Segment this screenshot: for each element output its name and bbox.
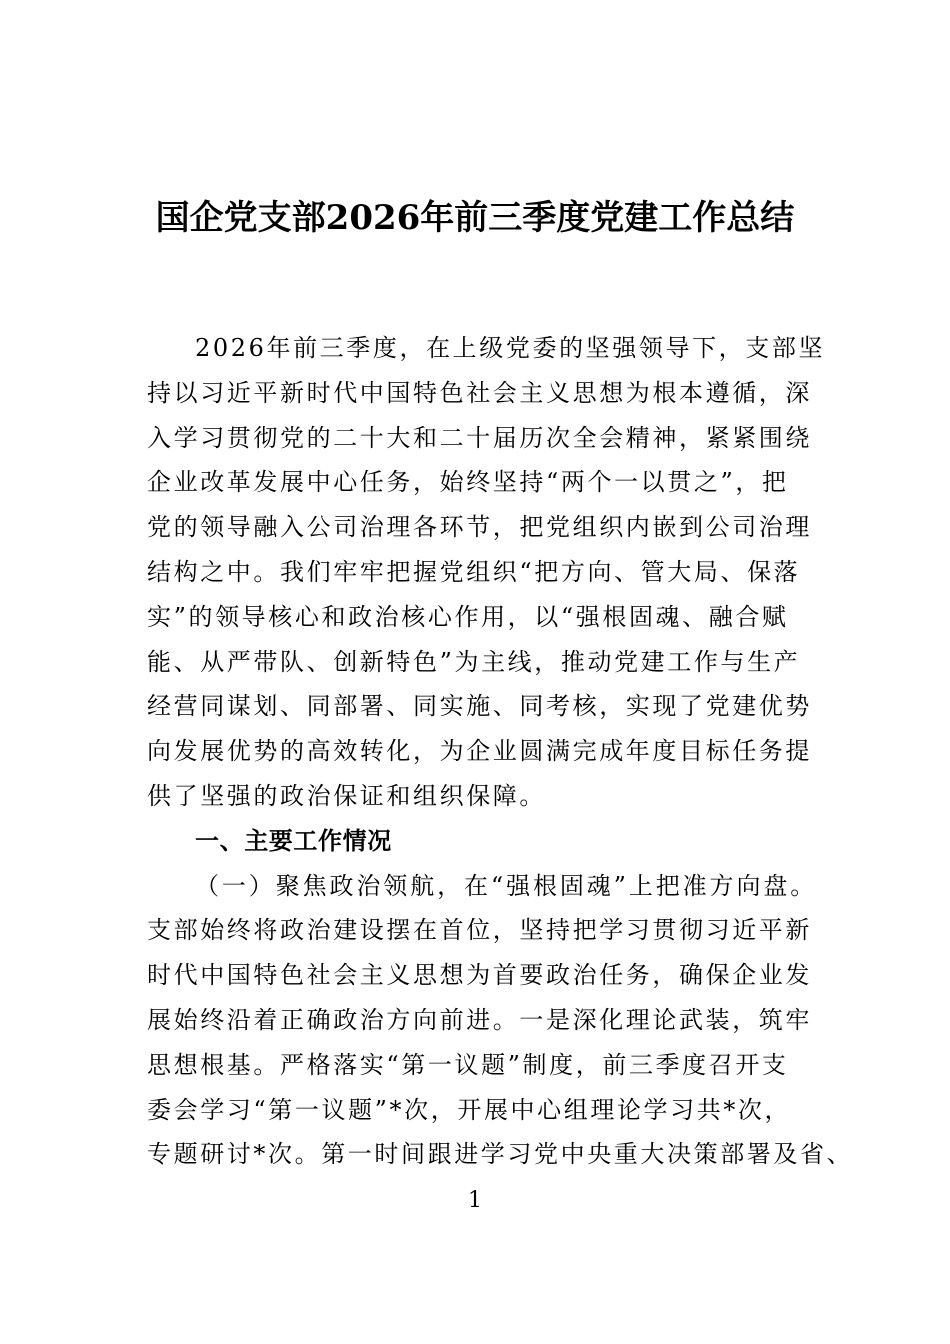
body-line: 企业改革发展中心任务，始终坚持“两个一以贯之”，把	[147, 468, 789, 497]
document-title: 国企党支部2026年前三季度党建工作总结	[155, 198, 795, 238]
body-line: 经营同谋划、同部署、同实施、同考核，实现了党建优势	[147, 692, 812, 721]
body-line: 能、从严带队、创新特色”为主线，推动党建工作与生产	[147, 647, 801, 676]
body-line: 2026年前三季度，在上级党委的坚强领导下，支部坚	[195, 334, 826, 362]
page-number: 1	[468, 1188, 482, 1213]
body-line: 入学习贯彻党的二十大和二十届历次全会精神，紧紧围绕	[147, 423, 812, 452]
body-line: 专题研讨*次。第一时间跟进学习党中央重大决策部署及省、	[147, 1140, 854, 1169]
section-heading: 一、主要工作情况	[195, 826, 392, 855]
document-body	[147, 326, 854, 1177]
body-line: 展始终沿着正确政治方向前进。一是深化理论武装，筑牢	[147, 1005, 812, 1034]
body-line: 实”的领导核心和政治核心作用，以“强根固魂、融合赋	[147, 602, 789, 631]
body-line: 持以习近平新时代中国特色社会主义思想为根本遵循，深	[147, 378, 812, 407]
body-line: 思想根基。严格落实“第一议题”制度，前三季度召开支	[147, 1050, 789, 1079]
body-line: 结构之中。我们牢牢把握党组织“把方向、管大局、保落	[147, 557, 801, 586]
body-line: 时代中国特色社会主义思想为首要政治任务，确保企业发	[147, 961, 812, 990]
body-line: 党的领导融入公司治理各环节，把党组织内嵌到公司治理	[147, 513, 812, 542]
subsection-heading: （一）聚焦政治领航，在“强根固魂”上把准方向盘。	[195, 871, 818, 900]
body-line: 供了坚强的政治保证和组织保障。	[147, 781, 546, 810]
body-line: 支部始终将政治建设摆在首位，坚持把学习贯彻习近平新	[147, 916, 812, 945]
body-line: 委会学习“第一议题”*次，开展中心组理论学习共*次，	[147, 1095, 792, 1124]
body-line: 向发展优势的高效转化，为企业圆满完成年度目标任务提	[147, 737, 812, 766]
